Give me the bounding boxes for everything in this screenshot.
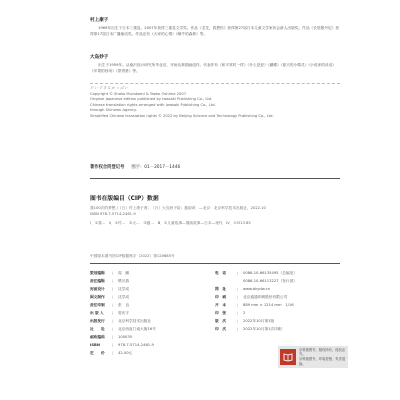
imprint-cell (90, 295, 215, 300)
imprint-label: ISBN (90, 343, 100, 347)
imprint-row (90, 277, 340, 285)
imprint-separator: | (112, 327, 114, 331)
registration-value: 图字：01－2017－1446 (131, 165, 181, 170)
imprint-row (90, 285, 340, 293)
imprint-cell (215, 303, 340, 308)
copyright-block (90, 86, 340, 120)
notice-line: 京科版图书，印装差错，负责退换。 (299, 357, 346, 366)
imprint-cell (215, 295, 340, 300)
divider (90, 178, 340, 179)
copyright-line: through Shinwon Agency. (90, 108, 137, 113)
imprint-cell (90, 319, 215, 324)
imprint-cell (215, 287, 340, 292)
imprint-cell (90, 335, 215, 340)
imprint-row (90, 269, 340, 277)
imprint-row (90, 317, 340, 325)
imprint-value: 0086-10-66135495（总编室） (243, 270, 297, 275)
imprint-value: 北京科学技术出版社 (118, 318, 152, 323)
registration-label: 著作权合同登记号 (90, 165, 125, 170)
imprint-table (90, 269, 340, 357)
imprint-value: www.bkydw.cn (243, 287, 270, 291)
imprint-cell (90, 303, 215, 308)
imprint-value: 2022年10月第1版 (243, 318, 275, 323)
publisher-notice (278, 346, 348, 368)
imprint-separator: | (112, 351, 114, 355)
imprint-label: 责任编辑 (90, 278, 105, 283)
imprint-separator: | (112, 271, 114, 275)
imprint-label: 开 本 (215, 302, 227, 307)
imprint-separator: | (237, 271, 239, 275)
cip-title: 图书在版编目（CIP）数据 (90, 196, 159, 202)
imprint-label: 印 次 (215, 326, 227, 331)
imprint-value: 沈学成 (118, 286, 130, 291)
imprint-cell (90, 279, 215, 284)
imprint-row (90, 309, 340, 317)
imprint-cell (90, 351, 215, 356)
imprint-separator: | (112, 335, 114, 339)
author-bio (90, 18, 340, 37)
imprint-separator: | (237, 311, 239, 315)
imprint-separator: | (237, 287, 239, 291)
imprint-label: 印 刷 (215, 294, 227, 299)
imprint-value: 889 mm × 1214 mm 1/16 (243, 302, 294, 307)
imprint-value: 北京西直门南大街16号 (118, 326, 156, 331)
author-name: 村上康子 (90, 18, 109, 23)
imprint-value: 2 (243, 311, 246, 315)
imprint-cell (215, 327, 340, 332)
imprint-label: 出版发行 (90, 318, 105, 323)
imprint-separator: | (112, 311, 114, 315)
imprint-value: 张 良 (118, 302, 130, 307)
imprint-separator: | (237, 303, 239, 307)
imprint-cell (215, 319, 340, 324)
cip-isbn: ISBN 978-7-5714-2461-9 (90, 211, 136, 216)
imprint-cell (215, 311, 340, 316)
imprint-cell (215, 279, 340, 284)
illustrator-bio-text: 出生于1959年。从桑沢设计研究所毕业后，开始从事插画创作。代表作有《和平常时一样》《什么是爱》《蝴蝶》《夏天的小精灵》《小说家的谈话》《苹果的妙用》《蒙塔基》等。 (90, 63, 336, 73)
imprint-label: 电 话 (215, 270, 227, 275)
imprint-label: 版 次 (215, 318, 227, 323)
imprint-label: 邮政编码 (90, 334, 105, 339)
imprint-value: 978-7-5714-2461-9 (118, 343, 154, 347)
cip-block (90, 206, 340, 227)
imprint-cell (215, 271, 340, 276)
imprint-separator: | (112, 295, 114, 299)
notice-line: 京科版图书，版权所有，侵权必究。 (299, 347, 346, 357)
cip-line: 我100次的梦想 /（日）村上康子著；（日）大岛妙子绘；慈韵译．—北京：北京科学技术出版社，2022.10 (90, 206, 266, 210)
imprint-separator: | (112, 343, 114, 347)
imprint-label: 策划编辑 (90, 270, 105, 275)
imprint-label: 印 张 (215, 310, 227, 315)
imprint-label: 社 址 (90, 326, 105, 331)
imprint-row (90, 333, 340, 341)
imprint-value: 北京盛通印刷股份有限公司 (243, 294, 288, 299)
imprint-value: 100035 (118, 335, 133, 339)
imprint-cell (90, 343, 215, 347)
imprint-cell (90, 311, 215, 316)
imprint-separator: | (112, 279, 114, 283)
imprint-row (90, 301, 340, 309)
author-bio-text: 1969年出生于日本三重县。2007年获得三重县文学奖。作品《龙龙，我想你》获得第27届日本儿童文学家协会新人出版奖。作品《长尾猴丹尼》获得第17届日本广播童话奖。作品还有《大家的心情》《蜗牛的森林》等。 (90, 26, 340, 36)
imprint-separator: | (112, 303, 114, 307)
original-title: だいすきなかっぱい (90, 86, 129, 90)
copyright-line: Simplified Chinese translation rights © 2022 by Beijing Science and Technology Publishing Co., Ltd. (90, 113, 274, 118)
copyright-line: Original Japanese edition published by Iwasaki Publishing Co., Ltd. (90, 97, 213, 102)
imprint-label: 网 址 (215, 286, 227, 291)
imprint-separator: | (112, 319, 114, 323)
imprint-separator: | (237, 327, 239, 331)
imprint-value: 沈学成 (118, 294, 130, 299)
imprint-value: 2022年10月第1次印刷 (243, 326, 282, 331)
imprint-row (90, 325, 340, 333)
cip-record-number: 中国版本图书馆CIP数据核字（2022）第120685号 (90, 254, 175, 258)
divider (90, 263, 340, 264)
illustrator-bio (90, 55, 340, 74)
imprint-label: 定 价 (90, 350, 105, 355)
imprint-value: 樊川燕 (118, 278, 130, 283)
imprint-value: 曾庆宇 (118, 310, 130, 315)
copyright-line: Copyright © Shoko Murakami & Taeko Oshima 2007 (90, 91, 187, 96)
imprint-label: 责任印制 (90, 302, 105, 307)
divider (90, 83, 340, 84)
imprint-cell (90, 287, 215, 292)
imprint-label: 封面设计 (90, 286, 105, 291)
imprint-separator: | (112, 287, 114, 291)
imprint-row (90, 293, 340, 301)
registration-number (90, 164, 180, 170)
imprint-separator: | (237, 319, 239, 323)
imprint-value: 0086-10-66113227（发行部） (243, 278, 297, 283)
imprint-cell (90, 271, 215, 276)
book-logo-icon (280, 349, 296, 365)
imprint-label: 出 版 人 (90, 310, 104, 315)
copyright-line: Chinese translation rights arranged with Iwasaki Publishing Co., Ltd. (90, 102, 216, 107)
illustrator-name: 大岛妙子 (90, 55, 109, 60)
cip-classification: Ⅰ．①我… Ⅱ．①村… ②大… ③慈… Ⅲ．①儿童故事—图画故事—日本—现代 Ⅳ．①I313.85 (90, 221, 251, 226)
imprint-cell (90, 327, 215, 332)
imprint-value: 42.00元 (118, 350, 133, 355)
imprint-separator: | (237, 295, 239, 299)
imprint-value: 周 鹏 (118, 270, 130, 275)
imprint-label: 图文制作 (90, 294, 105, 299)
